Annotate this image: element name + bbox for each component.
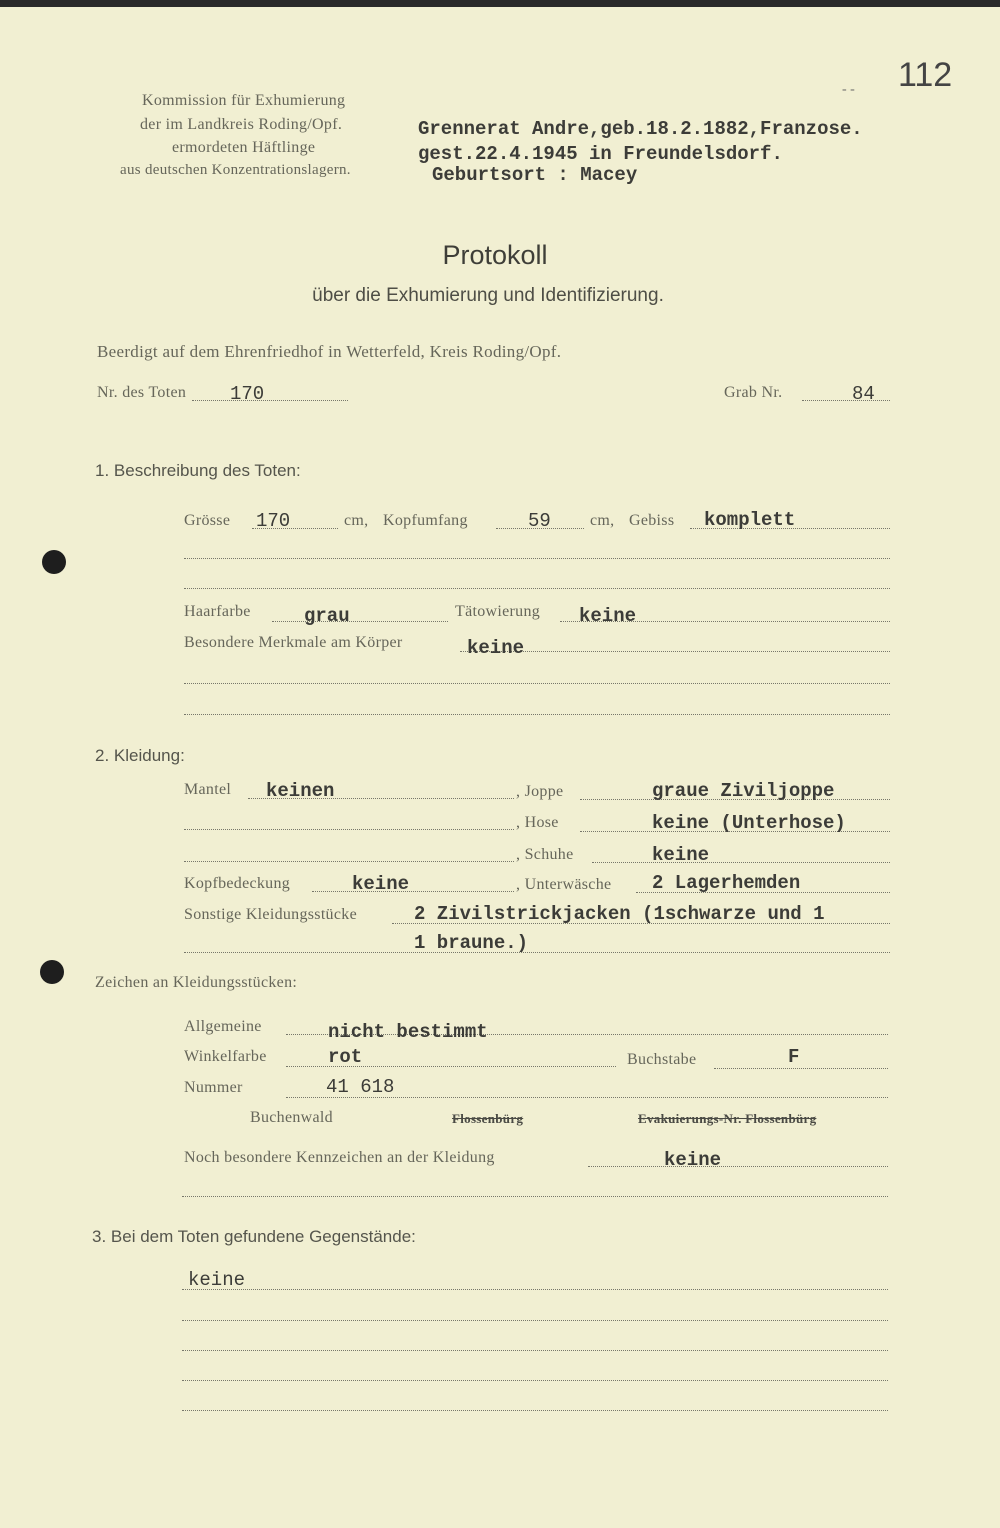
camp-buchenwald: Buchenwald <box>250 1109 333 1126</box>
hose-value: keine (Unterhose) <box>652 812 846 834</box>
merkmale-value: keine <box>467 637 525 659</box>
nummer-value: 41 618 <box>326 1076 395 1098</box>
noch-kennzeichen-label: Noch besondere Kennzeichen an der Kleidung <box>184 1149 495 1166</box>
merkmale-label: Besondere Merkmale am Körper <box>184 634 403 651</box>
joppe-value: graue Ziviljoppe <box>652 780 835 802</box>
death-nr-value: 170 <box>230 383 265 405</box>
groesse-label: Grösse <box>184 512 231 529</box>
cm-unit-1: cm, <box>344 512 369 529</box>
kopfumfang-label: Kopfumfang <box>383 512 468 529</box>
page-subtitle: über die Exhumierung und Identifizierung. <box>312 285 664 306</box>
noch-kennzeichen-value: keine <box>664 1149 722 1171</box>
taetowierung-value: keine <box>579 605 637 627</box>
gebiss-label: Gebiss <box>629 512 675 529</box>
camp-flossenbuerg-struck: Flossenbürg <box>452 1111 524 1126</box>
sonstige-value-line-2: 1 braune.) <box>414 932 529 954</box>
section-3-heading: 3. Bei dem Toten gefundene Gegenstände: <box>92 1227 416 1246</box>
schuhe-label: , Schuhe <box>516 846 574 863</box>
commission-line-4: aus deutschen Konzentrationslagern. <box>120 162 351 178</box>
mantel-value: keinen <box>266 780 335 802</box>
burial-line: Beerdigt auf dem Ehrenfriedhof in Wetterfeld, Kreis Roding/Opf. <box>97 342 562 361</box>
winkelfarbe-label: Winkelfarbe <box>184 1048 267 1065</box>
allgemeine-value: nicht bestimmt <box>328 1021 488 1043</box>
typed-header-line-1: Grennerat Andre,geb.18.2.1882,Franzose. <box>418 118 863 140</box>
grave-value: 84 <box>852 383 875 405</box>
haarfarbe-label: Haarfarbe <box>184 603 251 620</box>
mantel-label: Mantel <box>184 781 232 798</box>
punch-hole-upper <box>42 550 66 574</box>
kopfbedeckung-value: keine <box>352 873 410 895</box>
kopfumfang-value: 59 <box>528 510 551 532</box>
unterwaesche-label: , Unterwäsche <box>516 876 612 893</box>
sonstige-value-line-1: 2 Zivilstrickjacken (1schwarze und 1 <box>414 903 825 925</box>
typed-header-line-3: Geburtsort : Macey <box>432 164 638 186</box>
page-number: 112 <box>898 56 953 94</box>
haarfarbe-value: grau <box>304 605 350 627</box>
section-3-value: keine <box>188 1269 246 1291</box>
zeichen-heading: Zeichen an Kleidungsstücken: <box>95 974 298 991</box>
buchstabe-value: F <box>788 1046 800 1068</box>
cm-unit-2: cm, <box>590 512 615 529</box>
nummer-label: Nummer <box>184 1079 243 1096</box>
death-nr-label: Nr. des Toten <box>97 384 187 401</box>
gebiss-value: komplett <box>704 509 796 531</box>
taetowierung-label: Tätowierung <box>455 603 541 620</box>
kopfbedeckung-label: Kopfbedeckung <box>184 875 291 892</box>
commission-line-1: Kommission für Exhumierung <box>142 92 346 109</box>
section-1-heading: 1. Beschreibung des Toten: <box>95 461 301 480</box>
top-mark: - - <box>842 82 855 97</box>
buchstabe-label: Buchstabe <box>627 1051 697 1068</box>
punch-hole-lower <box>40 960 64 984</box>
camp-evakuierung-struck: Evakuierungs-Nr. Flossenbürg <box>638 1111 817 1126</box>
groesse-value: 170 <box>256 510 291 532</box>
commission-line-3: ermordeten Häftlinge <box>172 139 316 156</box>
sonstige-label: Sonstige Kleidungsstücke <box>184 906 357 923</box>
schuhe-value: keine <box>652 844 710 866</box>
unterwaesche-value: 2 Lagerhemden <box>652 872 801 894</box>
top-edge-band <box>0 0 1000 7</box>
typed-header-line-2: gest.22.4.1945 in Freundelsdorf. <box>418 143 783 165</box>
commission-line-2: der im Landkreis Roding/Opf. <box>140 116 343 133</box>
page-title: Protokoll <box>442 240 548 270</box>
joppe-label: , Joppe <box>516 783 564 800</box>
allgemeine-label: Allgemeine <box>184 1018 262 1035</box>
winkelfarbe-value: rot <box>328 1046 363 1068</box>
section-2-heading: 2. Kleidung: <box>95 746 185 765</box>
hose-label: , Hose <box>516 814 559 831</box>
grave-label: Grab Nr. <box>724 384 783 401</box>
